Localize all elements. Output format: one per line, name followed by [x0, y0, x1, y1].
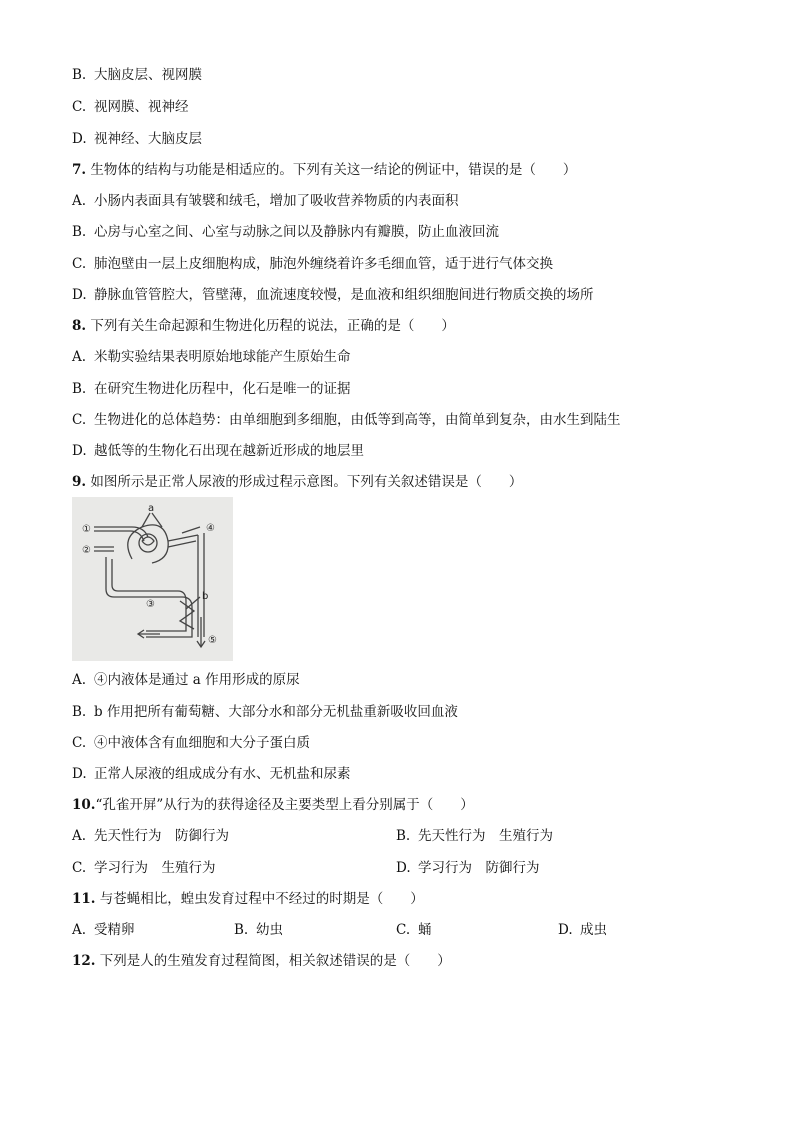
urine-formation-diagram: [72, 497, 233, 661]
question-number: 10.: [72, 797, 96, 813]
label-4: ④: [206, 523, 215, 534]
option-text: 学习行为 防御行为: [418, 860, 540, 876]
label-5: ⑤: [208, 635, 217, 646]
label-a: a: [148, 503, 155, 514]
question-text: 下列有关生命起源和生物进化历程的说法，正确的是（ ）: [90, 318, 455, 334]
option-text: 幼虫: [256, 922, 283, 938]
option-letter: A.: [72, 349, 87, 365]
question-number: 12.: [72, 953, 96, 969]
q11-option-c: [396, 921, 432, 939]
option-text: ④内液体是通过 a 作用形成的原尿: [94, 672, 300, 688]
option-letter: D.: [72, 443, 87, 459]
q7-stem: [72, 161, 576, 179]
q9-option-a: [72, 671, 300, 689]
option-letter: B.: [72, 381, 87, 397]
label-2: ②: [82, 545, 91, 556]
option-text: 先天性行为 生殖行为: [418, 828, 553, 844]
q12-stem: [72, 952, 451, 970]
question-text: “孔雀开屏”从行为的获得途径及主要类型上看分别属于（ ）: [95, 797, 474, 813]
option-letter: D.: [72, 287, 87, 303]
q11-option-b: [234, 921, 283, 939]
q7-option-b: [72, 223, 499, 241]
q6-option-d: [72, 130, 202, 148]
question-number: 11.: [72, 891, 96, 907]
option-letter: A.: [72, 922, 87, 938]
option-text: 心房与心室之间、心室与动脉之间以及静脉内有瓣膜，防止血液回流: [94, 224, 499, 240]
option-letter: C.: [72, 256, 87, 272]
label-b: b: [202, 591, 209, 602]
option-letter: C.: [72, 412, 87, 428]
option-text: 静脉血管管腔大，管壁薄，血流速度较慢，是血液和组织细胞间进行物质交换的场所: [94, 287, 594, 303]
question-number: 9.: [72, 474, 87, 490]
option-letter: B.: [72, 704, 87, 720]
option-letter: D.: [558, 922, 573, 938]
option-text: 视神经、大脑皮层: [94, 131, 202, 147]
q10-stem: [72, 796, 474, 814]
question-number: 7.: [72, 162, 87, 178]
q6-option-c: [72, 98, 189, 116]
q8-option-b: [72, 380, 351, 398]
q8-stem: [72, 317, 455, 335]
option-letter: C.: [72, 860, 87, 876]
option-text: ④中液体含有血细胞和大分子蛋白质: [94, 735, 310, 751]
option-letter: C.: [396, 922, 411, 938]
option-text: b 作用把所有葡萄糖、大部分水和部分无机盐重新吸收回血液: [94, 704, 458, 720]
q10-option-b: [396, 827, 553, 845]
q9-option-c: [72, 734, 310, 752]
option-text: 米勒实验结果表明原始地球能产生原始生命: [94, 349, 351, 365]
option-letter: A.: [72, 672, 87, 688]
option-text: 受精卵: [94, 922, 135, 938]
option-text: 蛹: [418, 922, 432, 938]
q11-option-a: [72, 921, 135, 939]
option-text: 大脑皮层、视网膜: [94, 67, 202, 83]
option-text: 成虫: [580, 922, 607, 938]
q10-option-d: [396, 859, 540, 877]
option-letter: C.: [72, 99, 87, 115]
label-1: ①: [82, 524, 91, 535]
q8-option-a: [72, 348, 351, 366]
option-letter: C.: [72, 735, 87, 751]
option-text: 先天性行为 防御行为: [94, 828, 229, 844]
q7-option-a: [72, 192, 459, 210]
q9-stem: [72, 473, 522, 491]
q9-option-d: [72, 765, 351, 783]
q8-option-c: [72, 411, 621, 429]
kidney-nephron-figure: [72, 497, 233, 661]
option-text: 肺泡壁由一层上皮细胞构成，肺泡外缠绕着许多毛细血管，适于进行气体交换: [94, 256, 553, 272]
option-text: 越低等的生物化石出现在越新近形成的地层里: [94, 443, 364, 459]
option-text: 在研究生物进化历程中，化石是唯一的证据: [94, 381, 351, 397]
question-text: 如图所示是正常人尿液的形成过程示意图。下列有关叙述错误是（ ）: [90, 474, 523, 490]
option-letter: B.: [72, 67, 87, 83]
option-text: 正常人尿液的组成成分有水、无机盐和尿素: [94, 766, 351, 782]
q6-option-b: [72, 66, 202, 84]
question-number: 8.: [72, 318, 87, 334]
option-letter: D.: [72, 766, 87, 782]
option-text: 视网膜、视神经: [94, 99, 189, 115]
question-text: 与苍蝇相比，蝗虫发育过程中不经过的时期是（ ）: [99, 891, 424, 907]
q11-option-d: [558, 921, 607, 939]
option-letter: B.: [234, 922, 249, 938]
q11-stem: [72, 890, 424, 908]
q10-option-a: [72, 827, 229, 845]
q8-option-d: [72, 442, 364, 460]
q7-option-c: [72, 255, 553, 273]
option-letter: D.: [396, 860, 411, 876]
option-text: 小肠内表面具有皱襞和绒毛，增加了吸收营养物质的内表面积: [94, 193, 459, 209]
q7-option-d: [72, 286, 594, 304]
option-letter: A.: [72, 828, 87, 844]
option-letter: B.: [72, 224, 87, 240]
question-text: 生物体的结构与功能是相适应的。下列有关这一结论的例证中，错误的是（ ）: [90, 162, 577, 178]
option-text: 学习行为 生殖行为: [94, 860, 216, 876]
q10-option-c: [72, 859, 216, 877]
option-text: 生物进化的总体趋势：由单细胞到多细胞，由低等到高等，由简单到复杂，由水生到陆生: [94, 412, 621, 428]
option-letter: D.: [72, 131, 87, 147]
label-3: ③: [146, 599, 155, 610]
option-letter: A.: [72, 193, 87, 209]
question-text: 下列是人的生殖发育过程简图，相关叙述错误的是（ ）: [99, 953, 451, 969]
option-letter: B.: [396, 828, 411, 844]
q9-option-b: [72, 703, 458, 721]
